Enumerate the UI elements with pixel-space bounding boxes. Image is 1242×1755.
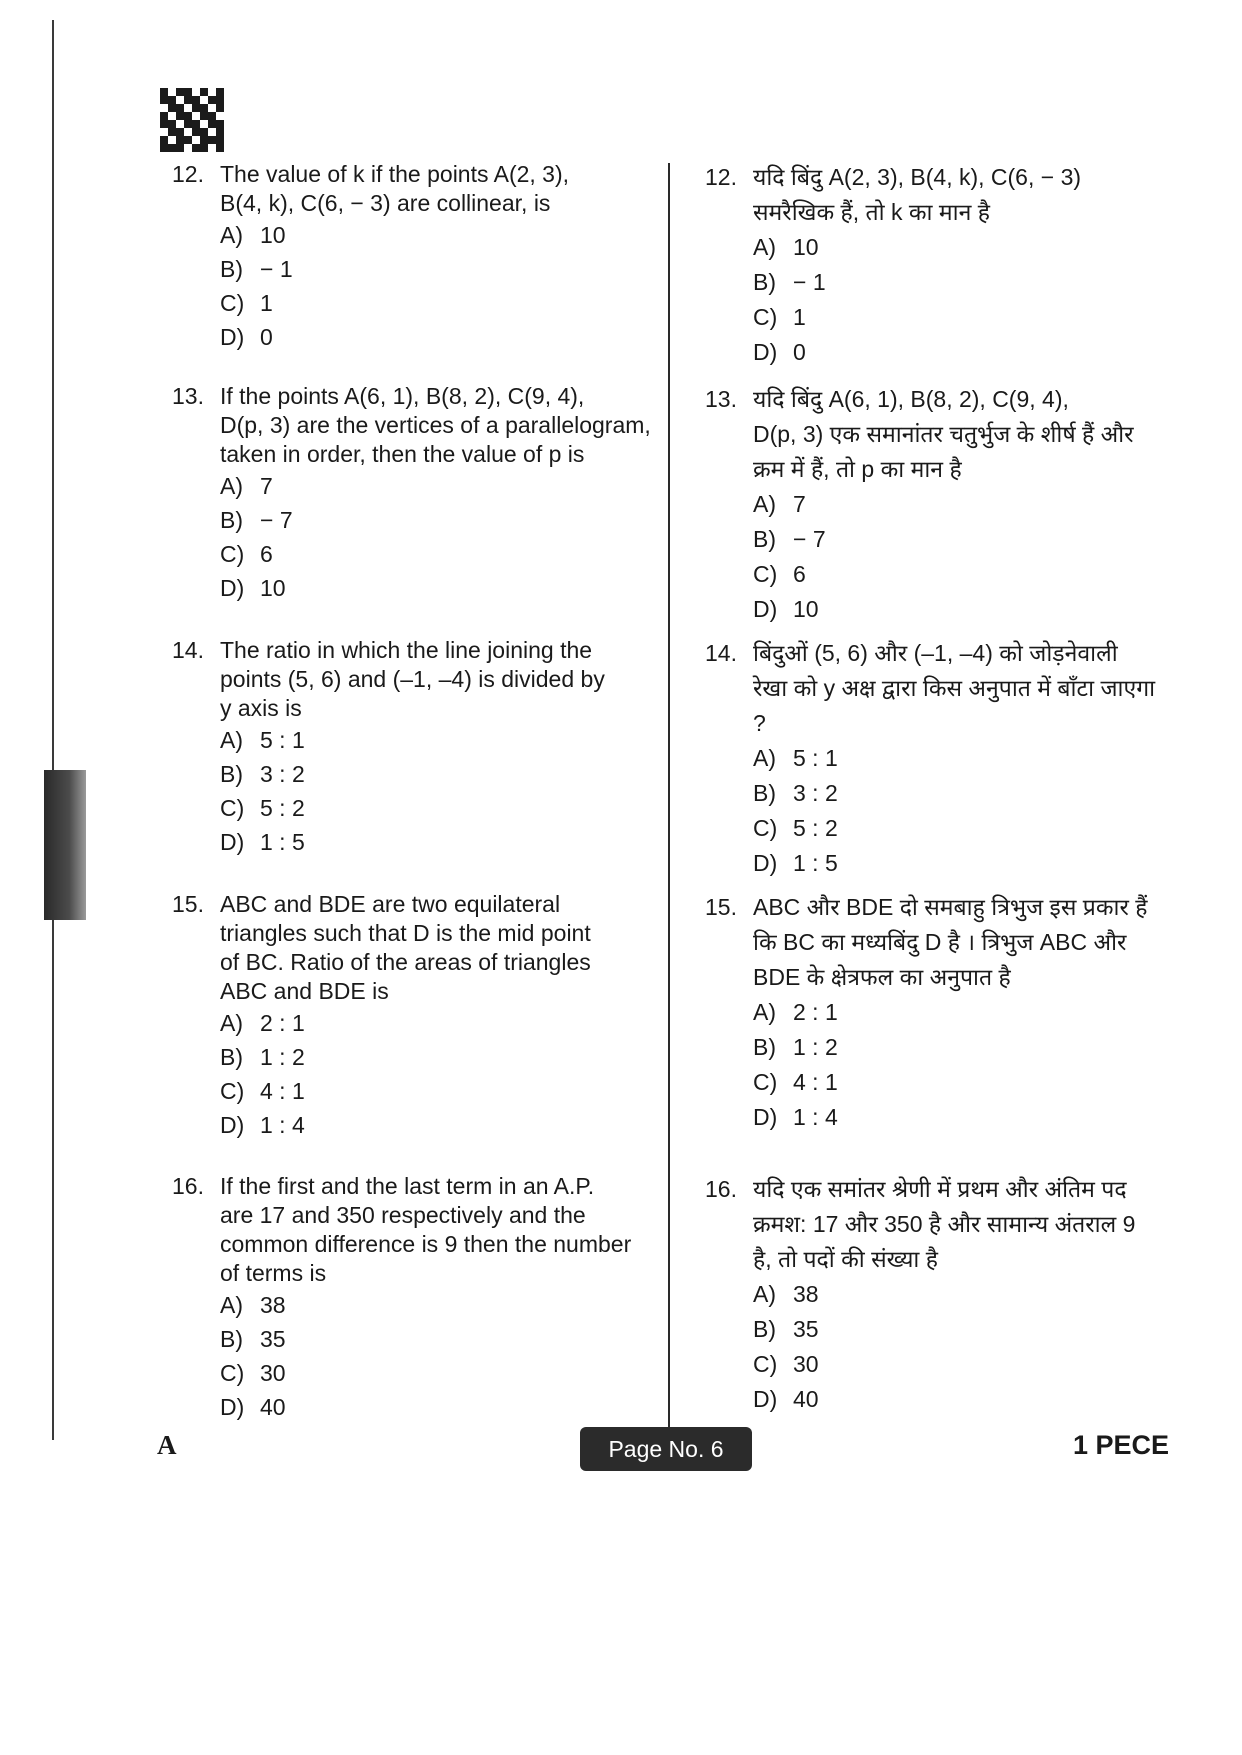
option-text: 0 (260, 324, 273, 350)
series-mark: A (157, 1430, 177, 1460)
question-en-15 (172, 890, 652, 1142)
question-text (220, 890, 652, 1006)
options-list (753, 995, 1165, 1135)
option-text: 6 (260, 541, 273, 567)
option-text: 3 : 2 (793, 780, 838, 806)
question-line: The ratio in which the line joining the (220, 637, 593, 663)
option-c (753, 1065, 1165, 1100)
option-d (753, 846, 1165, 881)
question-text (753, 890, 1165, 995)
question-en-13 (172, 382, 652, 605)
question-line: D(p, 3) एक समानांतर चतुर्भुज के शीर्ष हैं और (753, 421, 1134, 447)
option-text: 5 : 2 (260, 795, 305, 821)
question-line: of BC. Ratio of the areas of triangles (220, 949, 591, 975)
option-c (220, 1074, 652, 1108)
option-text: 35 (793, 1316, 819, 1342)
option-letter: C) (753, 1351, 778, 1377)
option-letter: D) (753, 596, 778, 622)
question-line: y axis is (220, 695, 302, 721)
question-en-12 (172, 160, 652, 354)
option-d (753, 592, 1165, 627)
option-a (220, 1288, 652, 1322)
option-d (220, 1390, 652, 1424)
option-letter: D) (220, 575, 245, 601)
option-d (220, 320, 652, 354)
question-number: 13. (705, 386, 737, 412)
page-number-badge: Page No. 6 (580, 1427, 752, 1471)
option-c (753, 1347, 1165, 1382)
option-a (220, 218, 652, 252)
option-letter: B) (753, 526, 776, 552)
option-letter: D) (753, 850, 778, 876)
option-letter: D) (753, 1386, 778, 1412)
option-b (753, 776, 1165, 811)
question-line: D(p, 3) are the vertices of a parallelogram, (220, 412, 651, 438)
question-number: 12. (172, 161, 204, 187)
question-hi-12 (705, 160, 1165, 370)
option-text: 10 (260, 575, 286, 601)
options-list (220, 469, 652, 605)
question-line: बिंदुओं (5, 6) और (–1, –4) को जोड़नेवाली (753, 640, 1118, 666)
option-text: 1 (260, 290, 273, 316)
question-hi-16 (705, 1172, 1165, 1417)
question-line: The value of k if the points A(2, 3), (220, 161, 570, 187)
question-line: points (5, 6) and (–1, –4) is divided by (220, 666, 605, 692)
question-hi-13 (705, 382, 1165, 627)
option-b (753, 1030, 1165, 1065)
option-text: 2 : 1 (260, 1010, 305, 1036)
option-text: 40 (793, 1386, 819, 1412)
option-c (753, 300, 1165, 335)
question-text (753, 1172, 1165, 1277)
option-letter: A) (220, 222, 243, 248)
question-line: If the points A(6, 1), B(8, 2), C(9, 4), (220, 383, 585, 409)
option-letter: A) (753, 1281, 776, 1307)
option-c (220, 286, 652, 320)
option-text: 1 : 4 (793, 1104, 838, 1130)
option-b (753, 522, 1165, 557)
question-line: क्रम में हैं, तो p का मान है (753, 456, 962, 482)
option-a (220, 723, 652, 757)
option-text: − 7 (793, 526, 826, 552)
question-line: triangles such that D is the mid point (220, 920, 591, 946)
option-d (753, 1382, 1165, 1417)
option-text: 30 (793, 1351, 819, 1377)
question-text (753, 636, 1165, 741)
option-letter: B) (220, 761, 243, 787)
option-d (753, 1100, 1165, 1135)
option-text: − 1 (793, 269, 826, 295)
option-letter: C) (753, 815, 778, 841)
option-c (220, 537, 652, 571)
question-text (220, 636, 652, 723)
options-list (220, 1288, 652, 1424)
question-en-14 (172, 636, 652, 859)
question-number: 15. (705, 894, 737, 920)
option-letter: C) (753, 1069, 778, 1095)
question-line: ABC और BDE दो समबाहु त्रिभुज इस प्रकार हैं (753, 894, 1148, 920)
question-line: यदि बिंदु A(6, 1), B(8, 2), C(9, 4), (753, 386, 1069, 412)
option-letter: A) (220, 1292, 243, 1318)
question-text (753, 160, 1165, 230)
question-line: कि BC का मध्यबिंदु D है । त्रिभुज ABC और (753, 929, 1127, 955)
question-hi-14 (705, 636, 1165, 881)
option-text: − 7 (260, 507, 293, 533)
option-c (220, 791, 652, 825)
option-c (220, 1356, 652, 1390)
option-text: 35 (260, 1326, 286, 1352)
option-text: 1 : 5 (793, 850, 838, 876)
option-text: 5 : 1 (793, 745, 838, 771)
option-a (753, 995, 1165, 1030)
question-text (220, 1172, 652, 1288)
option-letter: A) (220, 727, 243, 753)
qr-code-icon (160, 88, 224, 152)
option-text: 10 (793, 234, 819, 260)
option-text: 7 (793, 491, 806, 517)
option-d (220, 1108, 652, 1142)
option-a (220, 469, 652, 503)
options-list (220, 1006, 652, 1142)
option-letter: C) (220, 1078, 245, 1104)
options-list (753, 1277, 1165, 1417)
option-letter: D) (753, 1104, 778, 1130)
question-number: 15. (172, 891, 204, 917)
option-text: 10 (793, 596, 819, 622)
option-b (753, 265, 1165, 300)
option-text: 40 (260, 1394, 286, 1420)
option-letter: B) (753, 1316, 776, 1342)
option-letter: C) (220, 541, 245, 567)
option-text: 38 (793, 1281, 819, 1307)
question-number: 14. (172, 637, 204, 663)
question-text (220, 160, 652, 218)
option-letter: A) (753, 745, 776, 771)
question-line: B(4, k), C(6, − 3) are collinear, is (220, 190, 551, 216)
question-line: क्रमश: 17 और 350 है और सामान्य अंतराल 9 (753, 1211, 1136, 1237)
question-line: समरैखिक हैं, तो k का मान है (753, 199, 990, 225)
option-a (753, 230, 1165, 265)
option-a (220, 1006, 652, 1040)
option-text: 6 (793, 561, 806, 587)
option-letter: C) (220, 1360, 245, 1386)
option-letter: C) (220, 290, 245, 316)
question-number: 16. (172, 1173, 204, 1199)
paper-code: 1 PECE (1073, 1430, 1170, 1460)
option-text: 1 : 5 (260, 829, 305, 855)
option-d (753, 335, 1165, 370)
option-text: 5 : 1 (260, 727, 305, 753)
question-number: 12. (705, 164, 737, 190)
option-letter: B) (753, 269, 776, 295)
options-list (220, 723, 652, 859)
option-text: − 1 (260, 256, 293, 282)
option-text: 4 : 1 (793, 1069, 838, 1095)
question-line: रेखा को y अक्ष द्वारा किस अनुपात में बाँटा जाएगा ? (753, 675, 1156, 736)
option-text: 38 (260, 1292, 286, 1318)
options-list (753, 487, 1165, 627)
option-text: 10 (260, 222, 286, 248)
option-b (220, 252, 652, 286)
option-letter: D) (220, 829, 245, 855)
option-a (753, 1277, 1165, 1312)
option-c (753, 811, 1165, 846)
question-line: of terms is (220, 1260, 327, 1286)
option-letter: A) (753, 234, 776, 260)
question-line: यदि बिंदु A(2, 3), B(4, k), C(6, − 3) (753, 164, 1082, 190)
column-divider (668, 163, 670, 1438)
option-letter: D) (753, 339, 778, 365)
option-letter: D) (220, 324, 245, 350)
question-line: ABC and BDE are two equilateral (220, 891, 561, 917)
option-letter: D) (220, 1394, 245, 1420)
option-letter: B) (220, 1326, 243, 1352)
option-letter: A) (753, 491, 776, 517)
option-letter: B) (220, 507, 243, 533)
question-hi-15 (705, 890, 1165, 1135)
question-number: 13. (172, 383, 204, 409)
options-list (220, 218, 652, 354)
question-line: ABC and BDE is (220, 978, 389, 1004)
question-line: है, तो पदों की संख्या है (753, 1246, 938, 1272)
question-number: 16. (705, 1176, 737, 1202)
option-b (220, 503, 652, 537)
option-a (753, 741, 1165, 776)
option-text: 3 : 2 (260, 761, 305, 787)
option-letter: B) (753, 780, 776, 806)
option-b (220, 757, 652, 791)
option-d (220, 825, 652, 859)
option-letter: B) (753, 1034, 776, 1060)
option-letter: A) (220, 1010, 243, 1036)
option-letter: C) (753, 561, 778, 587)
option-text: 4 : 1 (260, 1078, 305, 1104)
option-text: 1 : 2 (260, 1044, 305, 1070)
option-c (753, 557, 1165, 592)
option-letter: A) (753, 999, 776, 1025)
scan-left-edge-line (52, 20, 54, 1440)
scan-binding-tab (44, 770, 86, 920)
option-b (220, 1322, 652, 1356)
option-d (220, 571, 652, 605)
option-text: 1 : 2 (793, 1034, 838, 1060)
options-list (753, 230, 1165, 370)
option-text: 2 : 1 (793, 999, 838, 1025)
option-b (220, 1040, 652, 1074)
option-text: 1 : 4 (260, 1112, 305, 1138)
question-line: are 17 and 350 respectively and the (220, 1202, 586, 1228)
question-line: taken in order, then the value of p is (220, 441, 585, 467)
option-text: 7 (260, 473, 273, 499)
question-line: If the first and the last term in an A.P. (220, 1173, 595, 1199)
option-letter: C) (753, 304, 778, 330)
question-line: BDE के क्षेत्रफल का अनुपात है (753, 964, 1011, 990)
option-text: 1 (793, 304, 806, 330)
question-number: 14. (705, 640, 737, 666)
options-list (753, 741, 1165, 881)
option-letter: B) (220, 256, 243, 282)
question-text (220, 382, 652, 469)
question-line: common difference is 9 then the number (220, 1231, 632, 1257)
option-letter: A) (220, 473, 243, 499)
option-text: 30 (260, 1360, 286, 1386)
option-letter: D) (220, 1112, 245, 1138)
option-b (753, 1312, 1165, 1347)
option-text: 0 (793, 339, 806, 365)
question-line: यदि एक समांतर श्रेणी में प्रथम और अंतिम पद (753, 1176, 1127, 1202)
option-letter: C) (220, 795, 245, 821)
option-a (753, 487, 1165, 522)
question-text (753, 382, 1165, 487)
option-letter: B) (220, 1044, 243, 1070)
question-en-16 (172, 1172, 652, 1424)
option-text: 5 : 2 (793, 815, 838, 841)
